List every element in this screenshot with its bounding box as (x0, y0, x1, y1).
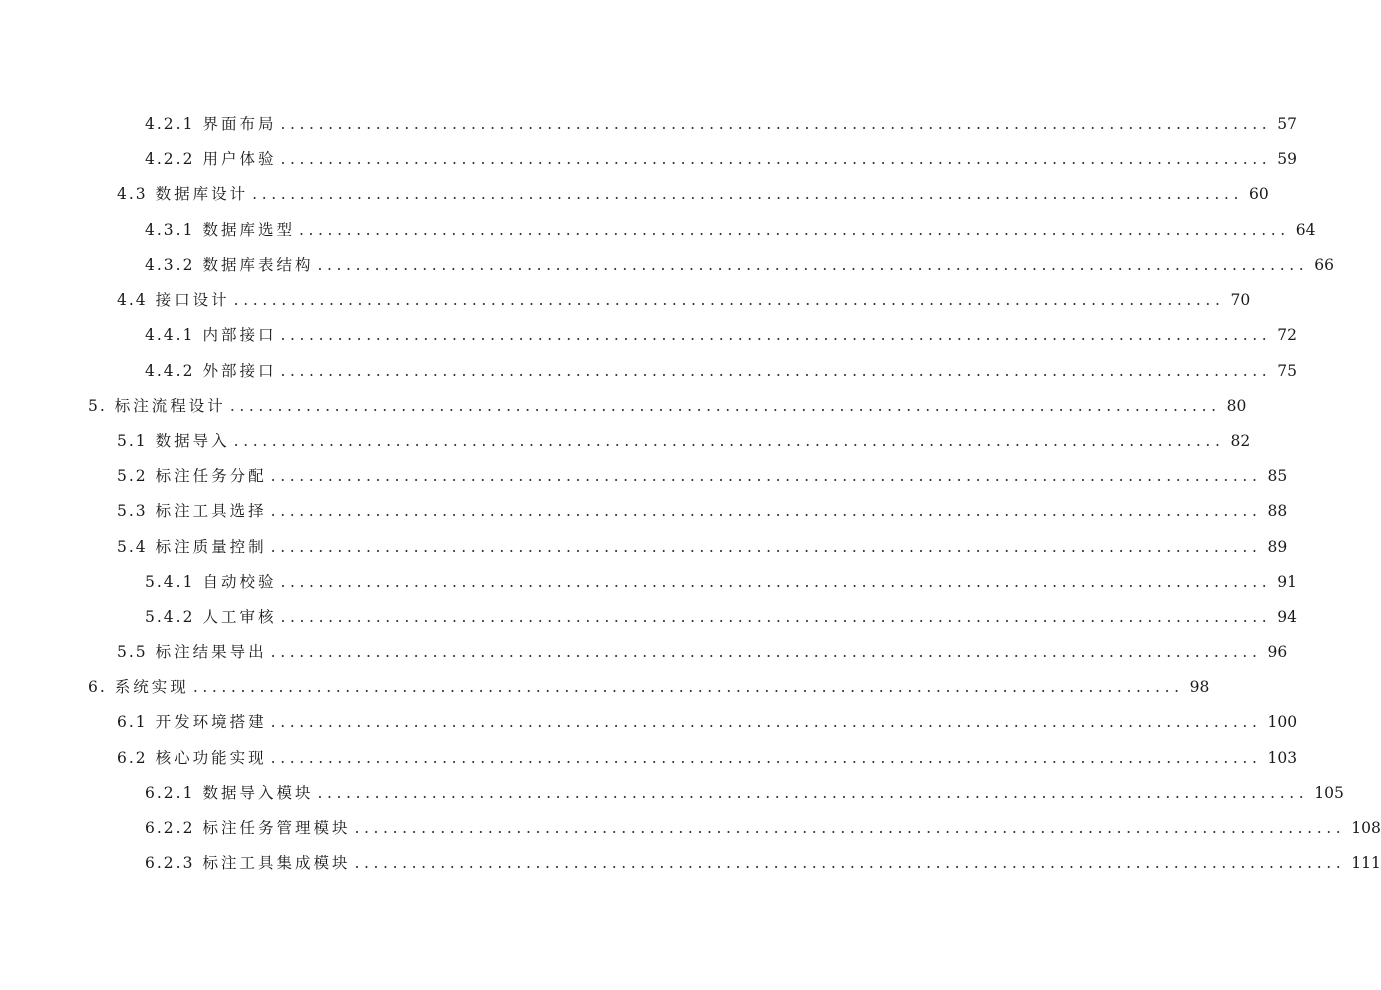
toc-entry[interactable] (145, 852, 1381, 874)
toc-entry-title: 接口设计 (155, 291, 230, 309)
toc-entry-number: 4.4.1 (145, 326, 195, 344)
toc-entry-title: 自动校验 (202, 573, 277, 591)
toc-entry[interactable] (145, 324, 1298, 346)
toc-leader-dots: ........................................................................................................ (270, 643, 1262, 661)
toc-entry-number: 5. (88, 397, 107, 415)
toc-entry-page: 96 (1267, 643, 1288, 661)
toc-entry-title: 数据库选型 (202, 221, 295, 239)
toc-entry-title: 标注质量控制 (155, 538, 267, 556)
toc-entry-page: 70 (1230, 291, 1251, 309)
toc-leader-dots: ........................................................................................................ (270, 713, 1262, 731)
toc-entry-page: 103 (1267, 749, 1298, 767)
toc-entry-number: 6.2 (117, 749, 148, 767)
toc-entry[interactable] (88, 395, 1247, 417)
toc-entry[interactable] (117, 711, 1298, 733)
toc-entry-page: 91 (1277, 573, 1298, 591)
toc-entry[interactable] (117, 465, 1288, 487)
toc-entry-title: 外部接口 (202, 362, 277, 380)
toc-leader-dots: ........................................................................................................ (280, 326, 1272, 344)
toc-entry-page: 100 (1267, 713, 1298, 731)
toc-entry[interactable] (145, 113, 1298, 135)
toc-entry-title: 标注工具选择 (155, 502, 267, 520)
toc-entry-page: 75 (1277, 362, 1298, 380)
toc-entry-title: 标注流程设计 (114, 397, 226, 415)
toc-entry-page: 66 (1314, 256, 1335, 274)
toc-entry-number: 5.4.1 (145, 573, 195, 591)
toc-leader-dots: ........................................................................................................ (280, 115, 1272, 133)
toc-entry-number: 5.1 (117, 432, 148, 450)
toc-entry[interactable] (145, 360, 1298, 382)
toc-entry-title: 标注工具集成模块 (202, 854, 351, 872)
toc-leader-dots: ........................................................................................................ (280, 608, 1272, 626)
toc-entry-title: 标注任务分配 (155, 467, 267, 485)
toc-entry-page: 57 (1277, 115, 1298, 133)
toc-entry-title: 数据库表结构 (202, 256, 314, 274)
toc-entry-page: 89 (1267, 538, 1288, 556)
toc-entry-number: 4.2.1 (145, 115, 195, 133)
toc-entry-number: 5.2 (117, 467, 148, 485)
toc-entry[interactable] (145, 219, 1316, 241)
toc-leader-dots: ........................................................................................................ (317, 256, 1309, 274)
toc-entry-title: 数据导入模块 (202, 784, 314, 802)
toc-entry[interactable] (117, 430, 1251, 452)
toc-entry-title: 开发环境搭建 (155, 713, 267, 731)
toc-entry-number: 5.3 (117, 502, 148, 520)
toc-leader-dots: ........................................................................................................ (317, 784, 1309, 802)
toc-entry-page: 111 (1351, 854, 1381, 872)
toc-entry[interactable] (117, 747, 1298, 769)
toc-entry[interactable] (117, 183, 1269, 205)
toc-entry-page: 85 (1267, 467, 1288, 485)
toc-entry-page: 94 (1277, 608, 1298, 626)
toc-entry-page: 72 (1277, 326, 1298, 344)
toc-entry-number: 6.2.2 (145, 819, 195, 837)
toc-entry-page: 108 (1351, 819, 1381, 837)
toc-leader-dots: ........................................................................................................ (252, 185, 1243, 203)
toc-entry-number: 4.3.1 (145, 221, 195, 239)
toc-entry-number: 4.4 (117, 291, 148, 309)
toc-leader-dots: ........................................................................................................ (354, 854, 1346, 872)
toc-entry[interactable] (145, 606, 1298, 628)
toc-entry[interactable] (145, 148, 1298, 170)
toc-entry-page: 82 (1230, 432, 1251, 450)
toc-entry[interactable] (117, 289, 1251, 311)
toc-entry-page: 59 (1277, 150, 1298, 168)
toc-entry-number: 6.1 (117, 713, 148, 731)
toc-leader-dots: ........................................................................................................ (280, 573, 1272, 591)
toc-entry-page: 80 (1226, 397, 1247, 415)
toc-entry-page: 105 (1314, 784, 1344, 802)
toc-entry-number: 4.3 (117, 185, 148, 203)
toc-leader-dots: ........................................................................................................ (229, 397, 1221, 415)
toc-entry-title: 核心功能实现 (155, 749, 267, 767)
toc-entry-number: 6.2.3 (145, 854, 195, 872)
toc-entry[interactable] (145, 782, 1344, 804)
toc-entry-page: 64 (1295, 221, 1316, 239)
toc-leader-dots: ........................................................................................................ (270, 749, 1262, 767)
toc-entry[interactable] (117, 500, 1288, 522)
toc-entry[interactable] (117, 536, 1288, 558)
toc-entry-number: 4.2.2 (145, 150, 195, 168)
toc-leader-dots: ........................................................................................................ (280, 150, 1272, 168)
toc-entry[interactable] (145, 571, 1298, 593)
toc-leader-dots: ........................................................................................................ (280, 362, 1272, 380)
toc-entry-number: 4.4.2 (145, 362, 195, 380)
toc-entry-number: 4.3.2 (145, 256, 195, 274)
toc-entry-page: 60 (1248, 185, 1269, 203)
toc-leader-dots: ........................................................................................................ (270, 538, 1262, 556)
toc-entry-title: 标注任务管理模块 (202, 819, 351, 837)
toc-entry[interactable] (145, 254, 1335, 276)
toc-leader-dots: ........................................................................................................ (233, 432, 1225, 450)
toc-entry[interactable] (88, 676, 1210, 698)
toc-leader-dots: ........................................................................................................ (233, 291, 1225, 309)
toc-entry-title: 内部接口 (202, 326, 277, 344)
toc-entry-number: 5.5 (117, 643, 148, 661)
toc-leader-dots: ........................................................................................................ (192, 678, 1184, 696)
toc-entry-title: 用户体验 (202, 150, 277, 168)
toc-entry[interactable] (117, 641, 1288, 663)
toc-entry-page: 88 (1267, 502, 1288, 520)
toc-entry-title: 人工审核 (202, 608, 277, 626)
toc-leader-dots: ........................................................................................................ (270, 467, 1262, 485)
toc-entry-number: 5.4.2 (145, 608, 195, 626)
toc-entry-title: 数据导入 (155, 432, 230, 450)
toc-leader-dots: ........................................................................................................ (270, 502, 1262, 520)
toc-entry-title: 标注结果导出 (155, 643, 267, 661)
toc-entry-title: 界面布局 (202, 115, 277, 133)
toc-entry[interactable] (145, 817, 1381, 839)
toc-entry-title: 数据库设计 (155, 185, 249, 203)
toc-entry-page: 98 (1189, 678, 1210, 696)
toc-leader-dots: ........................................................................................................ (298, 221, 1290, 239)
toc-entry-title: 系统实现 (114, 678, 189, 696)
toc-entry-number: 6. (88, 678, 107, 696)
toc-entry-number: 6.2.1 (145, 784, 195, 802)
toc-leader-dots: ........................................................................................................ (354, 819, 1346, 837)
toc-entry-number: 5.4 (117, 538, 148, 556)
